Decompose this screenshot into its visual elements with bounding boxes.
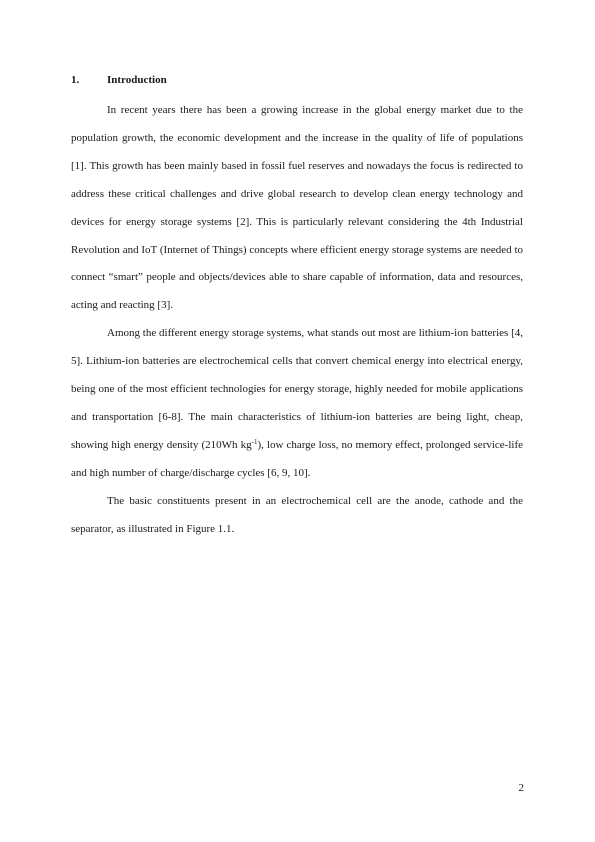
section-number: 1.	[71, 74, 80, 86]
paragraph-2-text: Among the different energy storage systems, what stands out most are lithium-ion batteries [4, 5]. Lithium-ion batteries are electrochemical cells that convert chemical energy into electrical energy, being one of the most efficient technologies for energy storage, highly needed for mobile applications and transportation [6-8]. The main characteristics of lithium-ion batteries are being light, cheap, showing high energy density (210Wh kg	[71, 327, 523, 451]
unit-superscript: -1	[251, 437, 258, 446]
paragraph-2	[71, 320, 523, 487]
section-heading	[71, 72, 167, 88]
body-text	[71, 97, 523, 544]
paragraph-3: The basic constituents present in an electrochemical cell are the anode, cathode and the separator, as illustrated in Figure 1.1.	[71, 494, 523, 535]
paragraph-1: In recent years there has been a growing increase in the global energy market due to the population growth, the economic development and the increase in the quality of life of populations [1]. This growth has been mainly based in fossil fuel reserves and nowadays the focus is redirected to address these critical challenges and drive global research to develop clean energy technology and devices for energy storage systems [2]. This is particularly relevant considering the 4th Industrial Revolution and IoT (Internet of Things) concepts where efficient energy storage systems are needed to connect “smart” people and objects/devices able to share capable of information, data and resources, acting and reacting [3].	[71, 104, 523, 312]
section-title: Introduction	[107, 74, 167, 86]
page-number: 2	[518, 782, 524, 794]
paragraph-2-text-continued: ), low charge loss, no memory effect, prolonged service-life and high number of charge/discharge cycles [6, 9, 10].	[71, 438, 523, 479]
